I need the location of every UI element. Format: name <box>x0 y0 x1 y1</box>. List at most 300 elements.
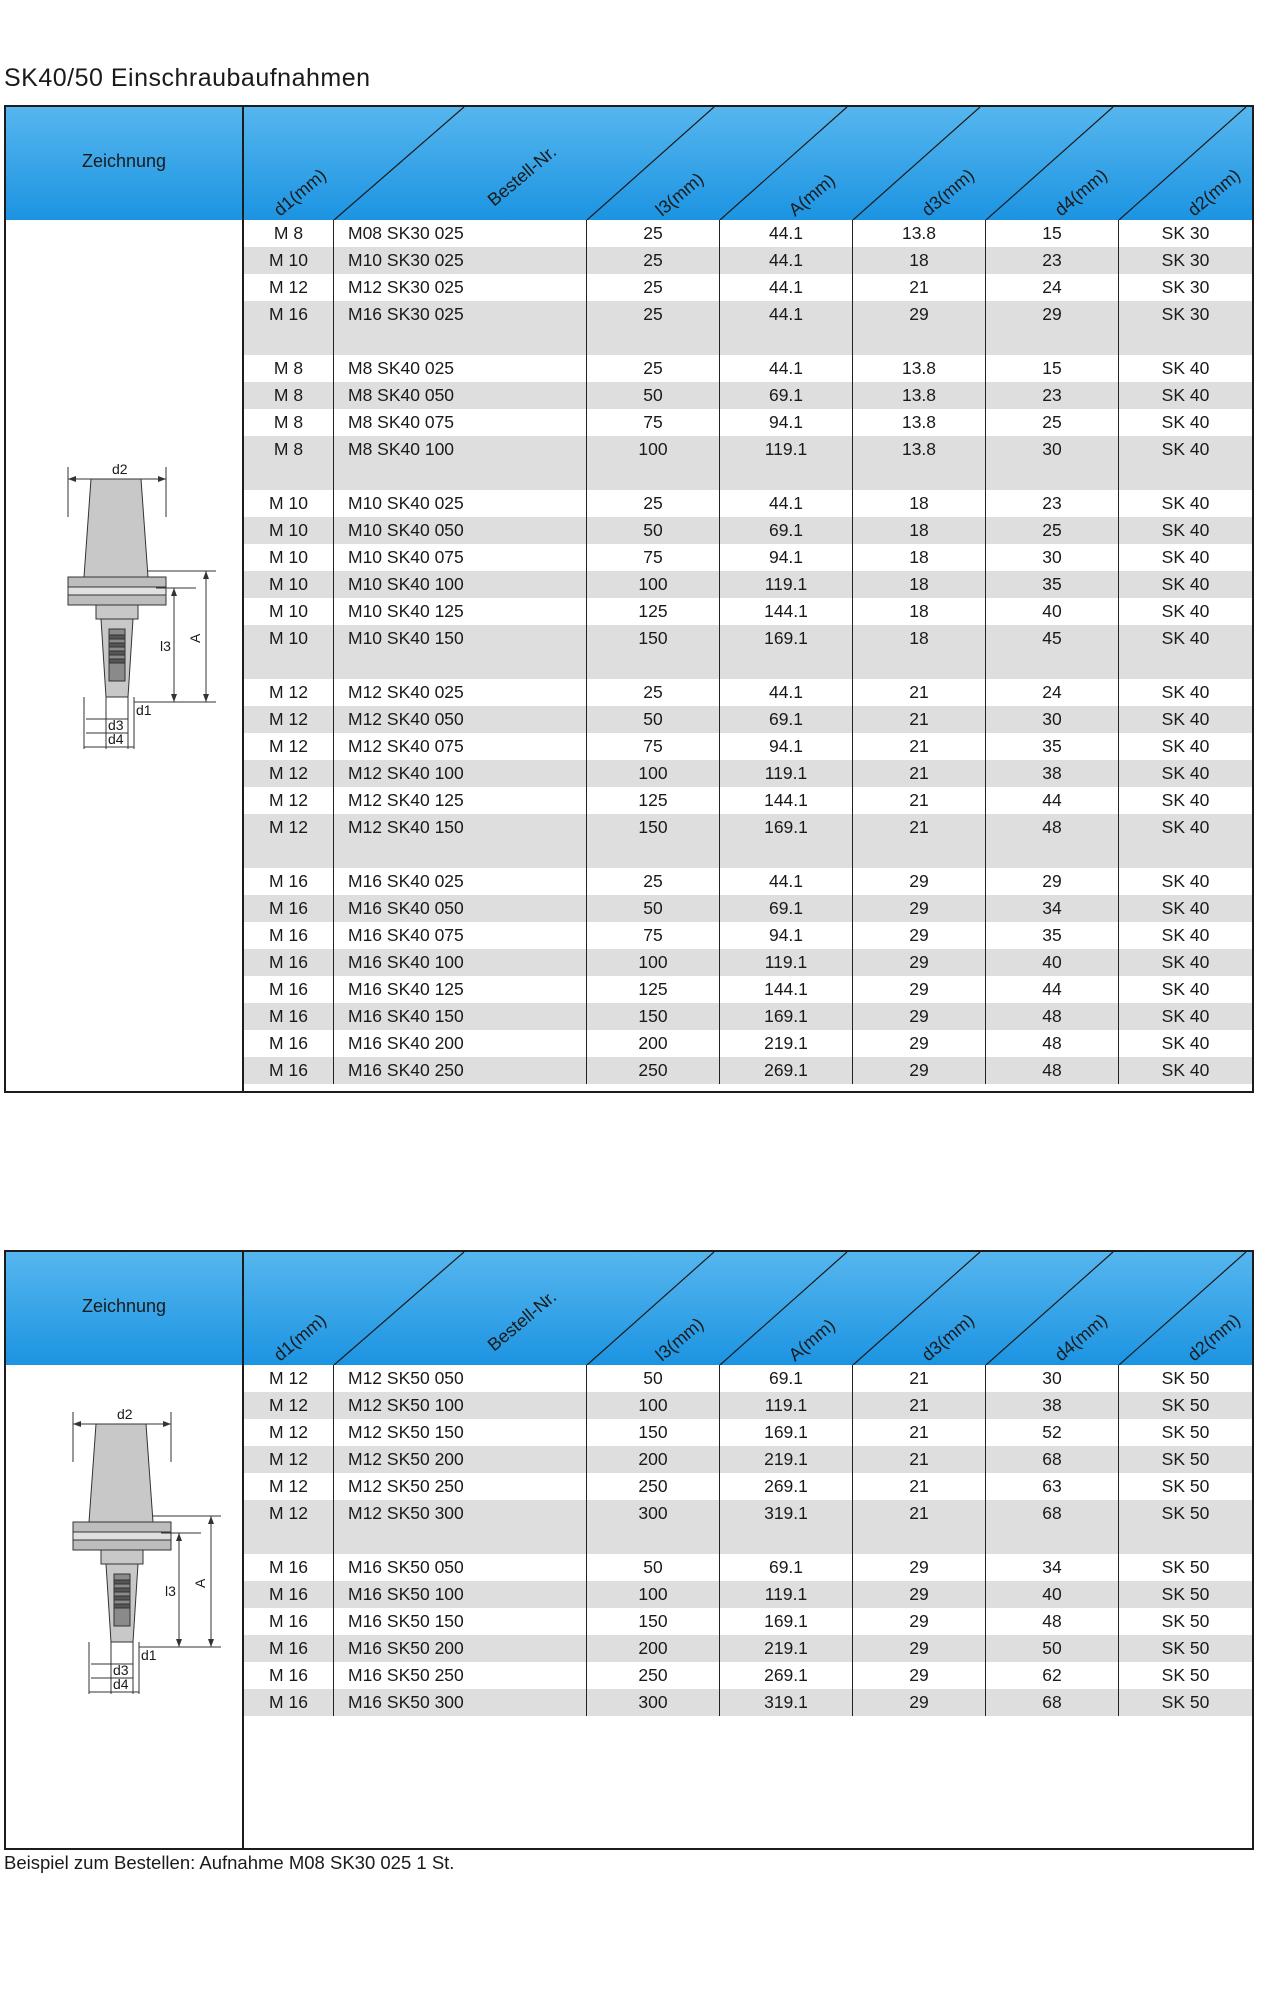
table-row <box>244 1365 1252 1392</box>
cell-a: 69.1 <box>720 517 853 544</box>
empty-cell <box>720 1527 853 1554</box>
cell-d3: 21 <box>853 733 986 760</box>
empty-cell <box>1119 1527 1252 1554</box>
group-separator-row <box>244 1527 1252 1554</box>
table-row <box>244 1689 1252 1716</box>
cell-bestell-nr: M8 SK40 050 <box>334 382 587 409</box>
cell-bestell-nr: M16 SK50 100 <box>334 1581 587 1608</box>
header-d2: d2(mm) <box>1183 164 1245 220</box>
cell-bestell-nr: M16 SK40 200 <box>334 1030 587 1057</box>
cell-d4: 29 <box>986 868 1119 895</box>
empty-cell <box>720 841 853 868</box>
cell-d3: 29 <box>853 1030 986 1057</box>
cell-l3: 50 <box>587 517 720 544</box>
cell-d2: SK 30 <box>1161 223 1210 243</box>
cell-d1: M 12 <box>244 679 334 706</box>
cell-a: 169.1 <box>720 1003 853 1030</box>
product-table-sk50 <box>4 1250 1254 1850</box>
header-d4: d4(mm) <box>1050 1309 1112 1365</box>
empty-cell <box>587 463 720 490</box>
tool-holder-drawing <box>56 457 226 757</box>
cell-d3: 21 <box>853 1419 986 1446</box>
drawing-label-a: A <box>187 633 203 643</box>
cell-d2: SK 40 <box>1161 574 1210 594</box>
cell-bestell-nr: M12 SK50 100 <box>334 1392 587 1419</box>
cell-bestell-nr: M10 SK40 150 <box>334 625 587 652</box>
drawing-column <box>6 1252 244 1848</box>
empty-cell <box>1119 328 1252 355</box>
cell-d4: 35 <box>986 922 1119 949</box>
cell-d4: 24 <box>986 274 1119 301</box>
cell-l3: 200 <box>587 1030 720 1057</box>
cell-d1: M 16 <box>244 868 334 895</box>
cell-d1: M 16 <box>244 1030 334 1057</box>
cell-d1: M 8 <box>244 355 334 382</box>
cell-bestell-nr: M12 SK40 125 <box>334 787 587 814</box>
cell-d2: SK 40 <box>1161 628 1210 648</box>
empty-cell <box>720 463 853 490</box>
cell-l3: 250 <box>587 1473 720 1500</box>
cell-d2: SK 40 <box>1161 871 1210 891</box>
cell-d4: 35 <box>986 571 1119 598</box>
cell-d3: 21 <box>853 274 986 301</box>
cell-d4: 15 <box>986 220 1119 247</box>
empty-cell <box>986 463 1119 490</box>
cell-bestell-nr: M16 SK40 150 <box>334 1003 587 1030</box>
cell-l3: 125 <box>587 976 720 1003</box>
cell-a: 69.1 <box>720 895 853 922</box>
empty-cell <box>1119 463 1252 490</box>
cell-l3: 100 <box>587 571 720 598</box>
cell-d1: M 12 <box>244 814 334 841</box>
header-d2: d2(mm) <box>1183 1309 1245 1365</box>
cell-d4: 15 <box>986 355 1119 382</box>
table-row <box>244 1500 1252 1527</box>
header-bestell-nr: Bestell-Nr. <box>483 1286 561 1356</box>
cell-d2: SK 40 <box>1161 817 1210 837</box>
cell-d4: 38 <box>986 1392 1119 1419</box>
cell-l3: 50 <box>587 895 720 922</box>
empty-cell <box>853 652 986 679</box>
cell-d3: 21 <box>853 679 986 706</box>
drawing-label-d3: d3 <box>108 717 124 733</box>
empty-cell <box>986 841 1119 868</box>
cell-l3: 75 <box>587 922 720 949</box>
cell-a: 269.1 <box>720 1057 853 1084</box>
cell-d3: 18 <box>853 544 986 571</box>
header-l3: l3(mm) <box>651 1313 708 1365</box>
table-row <box>244 787 1252 814</box>
drawing-column <box>6 107 244 1091</box>
cell-d2: SK 40 <box>1161 709 1210 729</box>
empty-cell <box>334 328 587 355</box>
cell-d3: 29 <box>853 895 986 922</box>
table-row <box>244 220 1252 247</box>
table-row <box>244 247 1252 274</box>
cell-a: 144.1 <box>720 787 853 814</box>
drawing-label-d4: d4 <box>108 731 124 747</box>
cell-l3: 50 <box>587 382 720 409</box>
cell-d1: M 12 <box>244 1500 334 1527</box>
cell-d4: 68 <box>986 1689 1119 1716</box>
cell-bestell-nr: M16 SK40 050 <box>334 895 587 922</box>
cell-a: 119.1 <box>720 1392 853 1419</box>
cell-d1: M 12 <box>244 274 334 301</box>
cell-bestell-nr: M16 SK40 025 <box>334 868 587 895</box>
table-row <box>244 1608 1252 1635</box>
cell-a: 94.1 <box>720 544 853 571</box>
header-a: A(mm) <box>784 170 839 220</box>
cell-d1: M 10 <box>244 625 334 652</box>
cell-d3: 29 <box>853 922 986 949</box>
cell-d3: 29 <box>853 1003 986 1030</box>
cell-d1: M 12 <box>244 1365 334 1392</box>
cell-d2: SK 50 <box>1161 1368 1210 1388</box>
cell-a: 319.1 <box>720 1500 853 1527</box>
cell-bestell-nr: M10 SK40 125 <box>334 598 587 625</box>
cell-d4: 38 <box>986 760 1119 787</box>
cell-d2: SK 50 <box>1161 1422 1210 1442</box>
cell-d1: M 10 <box>244 490 334 517</box>
cell-d2: SK 50 <box>1161 1665 1210 1685</box>
cell-a: 269.1 <box>720 1662 853 1689</box>
cell-l3: 75 <box>587 409 720 436</box>
cell-bestell-nr: M12 SK40 075 <box>334 733 587 760</box>
cell-d4: 34 <box>986 895 1119 922</box>
tool-holder-drawing <box>61 1402 231 1702</box>
cell-d2: SK 50 <box>1161 1584 1210 1604</box>
cell-d1: M 16 <box>244 1662 334 1689</box>
group-separator-row <box>244 841 1252 868</box>
table-row <box>244 1473 1252 1500</box>
cell-d1: M 10 <box>244 247 334 274</box>
cell-d3: 29 <box>853 1662 986 1689</box>
cell-d4: 40 <box>986 949 1119 976</box>
table-row <box>244 706 1252 733</box>
table-row <box>244 382 1252 409</box>
cell-l3: 150 <box>587 625 720 652</box>
cell-d3: 13.8 <box>853 436 986 463</box>
cell-d3: 13.8 <box>853 355 986 382</box>
cell-d4: 48 <box>986 1057 1119 1084</box>
cell-a: 119.1 <box>720 949 853 976</box>
column-header-svg <box>244 1252 1252 1365</box>
cell-bestell-nr: M16 SK40 125 <box>334 976 587 1003</box>
cell-d3: 18 <box>853 517 986 544</box>
cell-l3: 25 <box>587 274 720 301</box>
table-row <box>244 1057 1252 1084</box>
cell-d4: 23 <box>986 490 1119 517</box>
table-row <box>244 1003 1252 1030</box>
cell-a: 144.1 <box>720 598 853 625</box>
cell-d4: 23 <box>986 247 1119 274</box>
cell-d1: M 16 <box>244 1581 334 1608</box>
cell-bestell-nr: M12 SK40 025 <box>334 679 587 706</box>
cell-a: 94.1 <box>720 409 853 436</box>
cell-d2: SK 40 <box>1161 898 1210 918</box>
cell-d4: 48 <box>986 1003 1119 1030</box>
table-body <box>244 220 1252 1084</box>
cell-bestell-nr: M10 SK40 100 <box>334 571 587 598</box>
table-row <box>244 598 1252 625</box>
empty-cell <box>244 1527 334 1554</box>
cell-d4: 48 <box>986 1608 1119 1635</box>
cell-l3: 150 <box>587 814 720 841</box>
cell-d1: M 16 <box>244 949 334 976</box>
drawing-header <box>6 107 242 220</box>
empty-cell <box>986 328 1119 355</box>
cell-d1: M 16 <box>244 922 334 949</box>
cell-d1: M 16 <box>244 1057 334 1084</box>
table-row <box>244 1635 1252 1662</box>
cell-d4: 30 <box>986 1365 1119 1392</box>
group-separator-row <box>244 652 1252 679</box>
cell-d3: 29 <box>853 949 986 976</box>
cell-d1: M 8 <box>244 409 334 436</box>
cell-d2: SK 30 <box>1161 277 1210 297</box>
cell-d4: 63 <box>986 1473 1119 1500</box>
cell-l3: 75 <box>587 733 720 760</box>
table-row <box>244 436 1252 463</box>
cell-d2: SK 40 <box>1161 952 1210 972</box>
cell-d4: 40 <box>986 1581 1119 1608</box>
cell-d2: SK 50 <box>1161 1395 1210 1415</box>
cell-d1: M 12 <box>244 1392 334 1419</box>
cell-d1: M 12 <box>244 706 334 733</box>
cell-a: 319.1 <box>720 1689 853 1716</box>
cell-d3: 29 <box>853 1057 986 1084</box>
cell-d1: M 12 <box>244 733 334 760</box>
drawing-header <box>6 1252 242 1365</box>
header-d3: d3(mm) <box>917 164 979 220</box>
cell-a: 119.1 <box>720 436 853 463</box>
table-row <box>244 1419 1252 1446</box>
column-header-bar <box>244 1252 1252 1365</box>
empty-cell <box>1119 841 1252 868</box>
cell-a: 219.1 <box>720 1030 853 1057</box>
cell-d2: SK 40 <box>1161 547 1210 567</box>
cell-d3: 18 <box>853 247 986 274</box>
cell-a: 94.1 <box>720 922 853 949</box>
empty-cell <box>334 1527 587 1554</box>
cell-l3: 150 <box>587 1608 720 1635</box>
cell-a: 94.1 <box>720 733 853 760</box>
cell-l3: 25 <box>587 679 720 706</box>
cell-a: 69.1 <box>720 706 853 733</box>
cell-d2: SK 50 <box>1161 1611 1210 1631</box>
cell-a: 69.1 <box>720 1365 853 1392</box>
cell-d2: SK 50 <box>1161 1476 1210 1496</box>
cell-d2: SK 40 <box>1161 493 1210 513</box>
empty-cell <box>720 652 853 679</box>
table-row <box>244 355 1252 382</box>
cell-l3: 100 <box>587 1392 720 1419</box>
table-row <box>244 1446 1252 1473</box>
cell-d2: SK 40 <box>1161 385 1210 405</box>
cell-a: 119.1 <box>720 571 853 598</box>
product-table-sk30-sk40 <box>4 105 1254 1093</box>
cell-d1: M 12 <box>244 1473 334 1500</box>
cell-d2: SK 30 <box>1161 250 1210 270</box>
cell-d3: 13.8 <box>853 409 986 436</box>
cell-l3: 150 <box>587 1003 720 1030</box>
cell-d2: SK 50 <box>1161 1557 1210 1577</box>
cell-bestell-nr: M10 SK40 025 <box>334 490 587 517</box>
empty-cell <box>244 652 334 679</box>
cell-d1: M 16 <box>244 1554 334 1581</box>
drawing-label-l3: l3 <box>165 1583 176 1599</box>
cell-bestell-nr: M8 SK40 025 <box>334 355 587 382</box>
cell-l3: 50 <box>587 1365 720 1392</box>
cell-a: 219.1 <box>720 1446 853 1473</box>
cell-d4: 44 <box>986 976 1119 1003</box>
cell-bestell-nr: M10 SK30 025 <box>334 247 587 274</box>
table-row <box>244 274 1252 301</box>
cell-l3: 75 <box>587 544 720 571</box>
cell-d3: 21 <box>853 1446 986 1473</box>
empty-cell <box>986 652 1119 679</box>
cell-d1: M 16 <box>244 1608 334 1635</box>
cell-l3: 50 <box>587 706 720 733</box>
cell-d4: 30 <box>986 436 1119 463</box>
header-d1: d1(mm) <box>269 164 331 220</box>
cell-d1: M 10 <box>244 598 334 625</box>
table-row <box>244 409 1252 436</box>
drawing-header-label: Zeichnung <box>81 151 167 171</box>
cell-d4: 25 <box>986 409 1119 436</box>
cell-a: 69.1 <box>720 1554 853 1581</box>
cell-d4: 30 <box>986 544 1119 571</box>
cell-bestell-nr: M12 SK40 150 <box>334 814 587 841</box>
cell-d2: SK 40 <box>1161 439 1210 459</box>
empty-cell <box>334 652 587 679</box>
empty-cell <box>587 652 720 679</box>
table-row <box>244 1554 1252 1581</box>
cell-bestell-nr: M12 SK50 050 <box>334 1365 587 1392</box>
cell-d1: M 16 <box>244 976 334 1003</box>
cell-l3: 300 <box>587 1500 720 1527</box>
cell-bestell-nr: M12 SK50 150 <box>334 1419 587 1446</box>
cell-d2: SK 50 <box>1161 1692 1210 1712</box>
cell-l3: 300 <box>587 1689 720 1716</box>
drawing-label-d3: d3 <box>113 1662 129 1678</box>
cell-a: 44.1 <box>720 490 853 517</box>
empty-cell <box>334 841 587 868</box>
cell-d2: SK 50 <box>1161 1449 1210 1469</box>
cell-bestell-nr: M16 SK50 250 <box>334 1662 587 1689</box>
cell-bestell-nr: M12 SK50 200 <box>334 1446 587 1473</box>
empty-cell <box>853 841 986 868</box>
cell-a: 169.1 <box>720 1608 853 1635</box>
cell-bestell-nr: M16 SK50 150 <box>334 1608 587 1635</box>
table-row <box>244 571 1252 598</box>
cell-bestell-nr: M16 SK50 200 <box>334 1635 587 1662</box>
cell-a: 44.1 <box>720 355 853 382</box>
empty-cell <box>1119 652 1252 679</box>
cell-l3: 25 <box>587 301 720 328</box>
drawing-label-d2: d2 <box>117 1406 133 1422</box>
cell-d1: M 10 <box>244 517 334 544</box>
header-d4: d4(mm) <box>1050 164 1112 220</box>
cell-d3: 21 <box>853 1500 986 1527</box>
cell-l3: 125 <box>587 598 720 625</box>
cell-d3: 21 <box>853 1392 986 1419</box>
cell-l3: 125 <box>587 787 720 814</box>
cell-d3: 29 <box>853 1689 986 1716</box>
cell-d2: SK 40 <box>1161 790 1210 810</box>
cell-d4: 34 <box>986 1554 1119 1581</box>
cell-d3: 29 <box>853 301 986 328</box>
cell-d1: M 12 <box>244 1419 334 1446</box>
cell-d4: 68 <box>986 1446 1119 1473</box>
cell-a: 44.1 <box>720 220 853 247</box>
cell-d3: 18 <box>853 571 986 598</box>
empty-cell <box>334 463 587 490</box>
cell-d3: 29 <box>853 1608 986 1635</box>
cell-d1: M 8 <box>244 382 334 409</box>
empty-cell <box>587 1527 720 1554</box>
table-row <box>244 868 1252 895</box>
cell-l3: 200 <box>587 1635 720 1662</box>
group-separator-row <box>244 328 1252 355</box>
cell-l3: 25 <box>587 355 720 382</box>
header-bestell-nr: Bestell-Nr. <box>483 141 561 211</box>
table-row <box>244 1662 1252 1689</box>
cell-l3: 25 <box>587 868 720 895</box>
cell-d4: 25 <box>986 517 1119 544</box>
drawing-label-d4: d4 <box>113 1676 129 1692</box>
cell-d4: 44 <box>986 787 1119 814</box>
cell-d4: 52 <box>986 1419 1119 1446</box>
cell-l3: 25 <box>587 490 720 517</box>
cell-d2: SK 40 <box>1161 412 1210 432</box>
cell-d2: SK 50 <box>1161 1503 1210 1523</box>
cell-a: 169.1 <box>720 1419 853 1446</box>
cell-l3: 100 <box>587 760 720 787</box>
cell-d4: 30 <box>986 706 1119 733</box>
cell-d1: M 16 <box>244 1689 334 1716</box>
column-header-bar <box>244 107 1252 220</box>
cell-bestell-nr: M12 SK40 100 <box>334 760 587 787</box>
cell-d3: 21 <box>853 787 986 814</box>
cell-d3: 21 <box>853 706 986 733</box>
table-row <box>244 544 1252 571</box>
cell-d4: 29 <box>986 301 1119 328</box>
cell-bestell-nr: M10 SK40 075 <box>334 544 587 571</box>
cell-l3: 200 <box>587 1446 720 1473</box>
cell-d4: 68 <box>986 1500 1119 1527</box>
cell-a: 69.1 <box>720 382 853 409</box>
cell-d3: 29 <box>853 1581 986 1608</box>
empty-cell <box>853 1527 986 1554</box>
header-a: A(mm) <box>784 1315 839 1365</box>
cell-d1: M 8 <box>244 220 334 247</box>
cell-a: 119.1 <box>720 760 853 787</box>
cell-d1: M 16 <box>244 301 334 328</box>
cell-d4: 62 <box>986 1662 1119 1689</box>
table-row <box>244 922 1252 949</box>
cell-bestell-nr: M08 SK30 025 <box>334 220 587 247</box>
cell-bestell-nr: M8 SK40 100 <box>334 436 587 463</box>
cell-d1: M 16 <box>244 1003 334 1030</box>
table-row <box>244 1581 1252 1608</box>
cell-a: 44.1 <box>720 247 853 274</box>
empty-cell <box>244 841 334 868</box>
cell-l3: 150 <box>587 1419 720 1446</box>
cell-bestell-nr: M16 SK50 050 <box>334 1554 587 1581</box>
table-row <box>244 490 1252 517</box>
cell-d1: M 10 <box>244 571 334 598</box>
